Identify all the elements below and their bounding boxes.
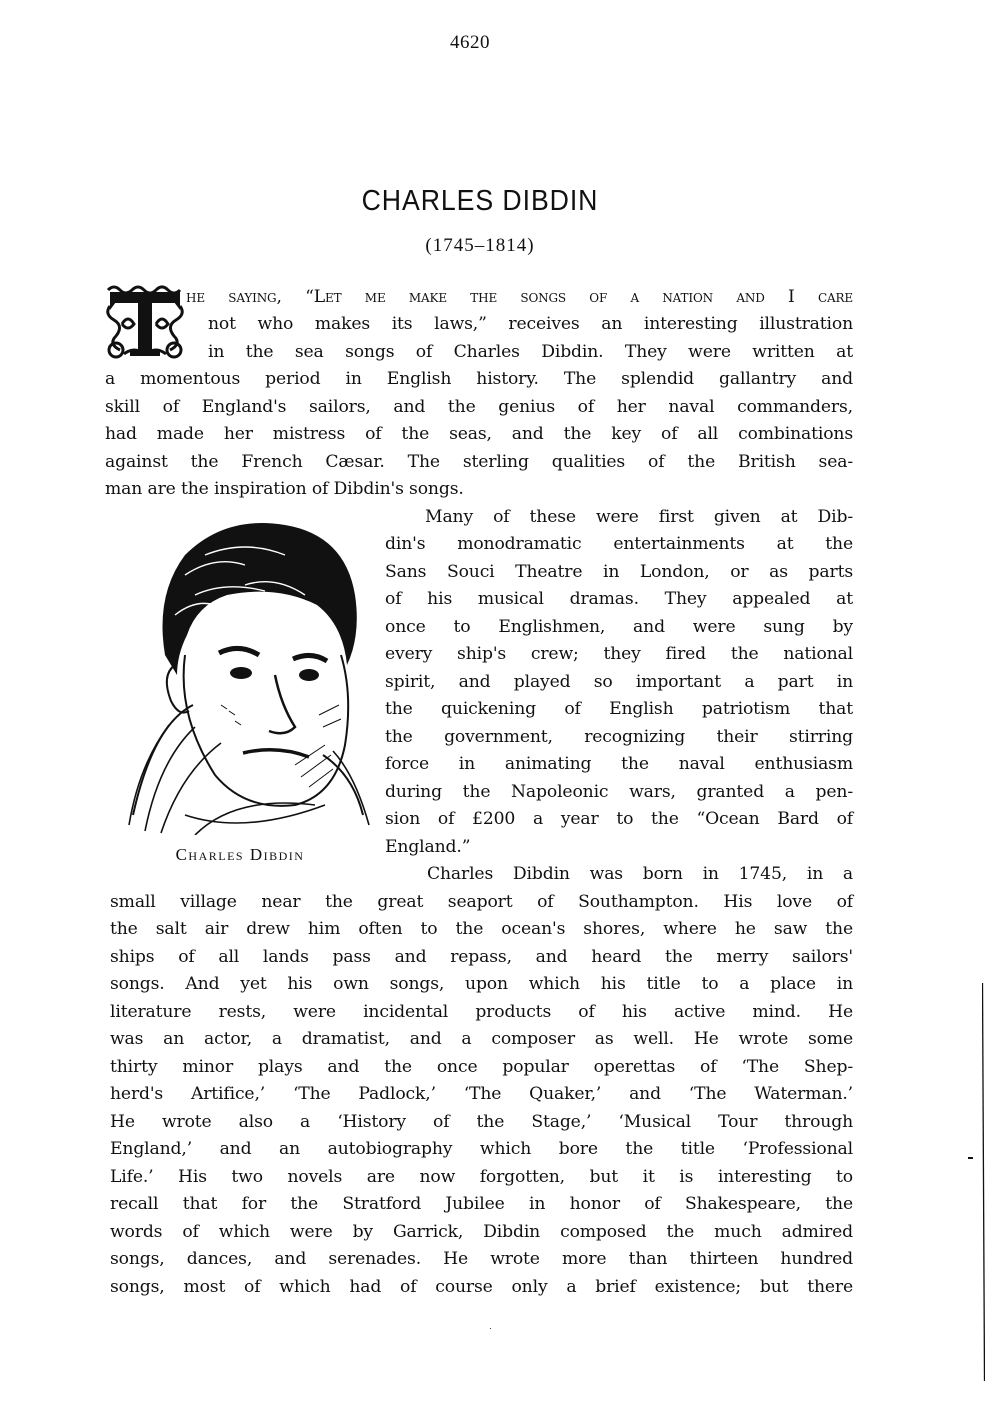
text-line: din's monodramatic entertainments at the (385, 534, 853, 554)
text-line: songs. And yet his own songs, upon which his title to a place in (110, 974, 853, 994)
ornamental-dropcap-t-icon (104, 284, 186, 360)
text-line: England,’ and an autobiography which bore the title ‘Professional (110, 1139, 853, 1159)
text-line: Many of these were first given at Dib- (425, 507, 853, 527)
scan-speck (490, 1328, 491, 1329)
text-line: England.” (385, 837, 471, 857)
text-line: literature rests, were incidental products of his active mind. He (110, 1002, 853, 1022)
text-line: recall that for the Stratford Jubilee in honor of Shakespeare, the (110, 1194, 853, 1214)
scan-speck (968, 1157, 973, 1159)
text-line-content: he saying, “Let me make the songs of a nation and I care (186, 287, 853, 307)
text-line: ships of all lands pass and repass, and heard the merry sailors' (110, 947, 853, 967)
text-line: once to Englishmen, and were sung by (385, 617, 853, 637)
text-line: a momentous period in English history. The splendid gallantry and (105, 369, 853, 389)
text-line: had made her mistress of the seas, and the key of all combinations (105, 424, 853, 444)
text-line: herd's Artifice,’ ‘The Padlock,’ ‘The Quaker,’ and ‘The Waterman.’ (110, 1084, 853, 1104)
text-line: man are the inspiration of Dibdin's songs. (105, 479, 464, 499)
text-line: small village near the great seaport of Southampton. His love of (110, 892, 853, 912)
text-line: against the French Cæsar. The sterling qualities of the British sea- (105, 452, 853, 472)
text-line: not who makes its laws,” receives an interesting illustration (208, 314, 853, 334)
portrait-caption: Charles Dibdin (175, 845, 305, 864)
text-line: sion of £200 a year to the “Ocean Bard of (385, 809, 853, 829)
text-line: force in animating the naval enthusiasm (385, 754, 853, 774)
page-number: 4620 (450, 32, 490, 53)
text-line: during the Napoleonic wars, granted a pen- (385, 782, 853, 802)
engraved-portrait-icon (125, 515, 375, 835)
text-line: the salt air drew him often to the ocean's shores, where he saw the (110, 919, 853, 939)
text-line: skill of England's sailors, and the genius of her naval commanders, (105, 397, 853, 417)
text-line: Charles Dibdin was born in 1745, in a (427, 864, 853, 884)
text-line: Life.’ His two novels are now forgotten, but it is interesting to (110, 1167, 853, 1187)
text-line (186, 284, 853, 311)
text-line: songs, most of which had of course only a brief existence; but there (110, 1277, 853, 1297)
text-line: the quickening of English patriotism that (385, 699, 853, 719)
text-line: thirty minor plays and the once popular operettas of ‘The Shep- (110, 1057, 853, 1077)
text-line: every ship's crew; they fired the national (385, 644, 853, 664)
text-line: He wrote also a ‘History of the Stage,’ ‘Musical Tour through (110, 1112, 853, 1132)
text-line: spirit, and played so important a part in (385, 672, 853, 692)
text-line: of his musical dramas. They appealed at (385, 589, 853, 609)
text-line: the government, recognizing their stirring (385, 727, 853, 747)
text-line: words of which were by Garrick, Dibdin composed the much admired (110, 1222, 853, 1242)
text-line: songs, dances, and serenades. He wrote more than thirteen hundred (110, 1249, 853, 1269)
text-line: was an actor, a dramatist, and a composer as well. He wrote some (110, 1029, 853, 1049)
life-dates: (1745–1814) (425, 235, 535, 256)
text-line: Sans Souci Theatre in London, or as parts (385, 562, 853, 582)
scan-margin-line (982, 983, 985, 1381)
page-title: CHARLES DIBDIN (361, 185, 599, 217)
text-line: in the sea songs of Charles Dibdin. They were written at (208, 342, 853, 362)
